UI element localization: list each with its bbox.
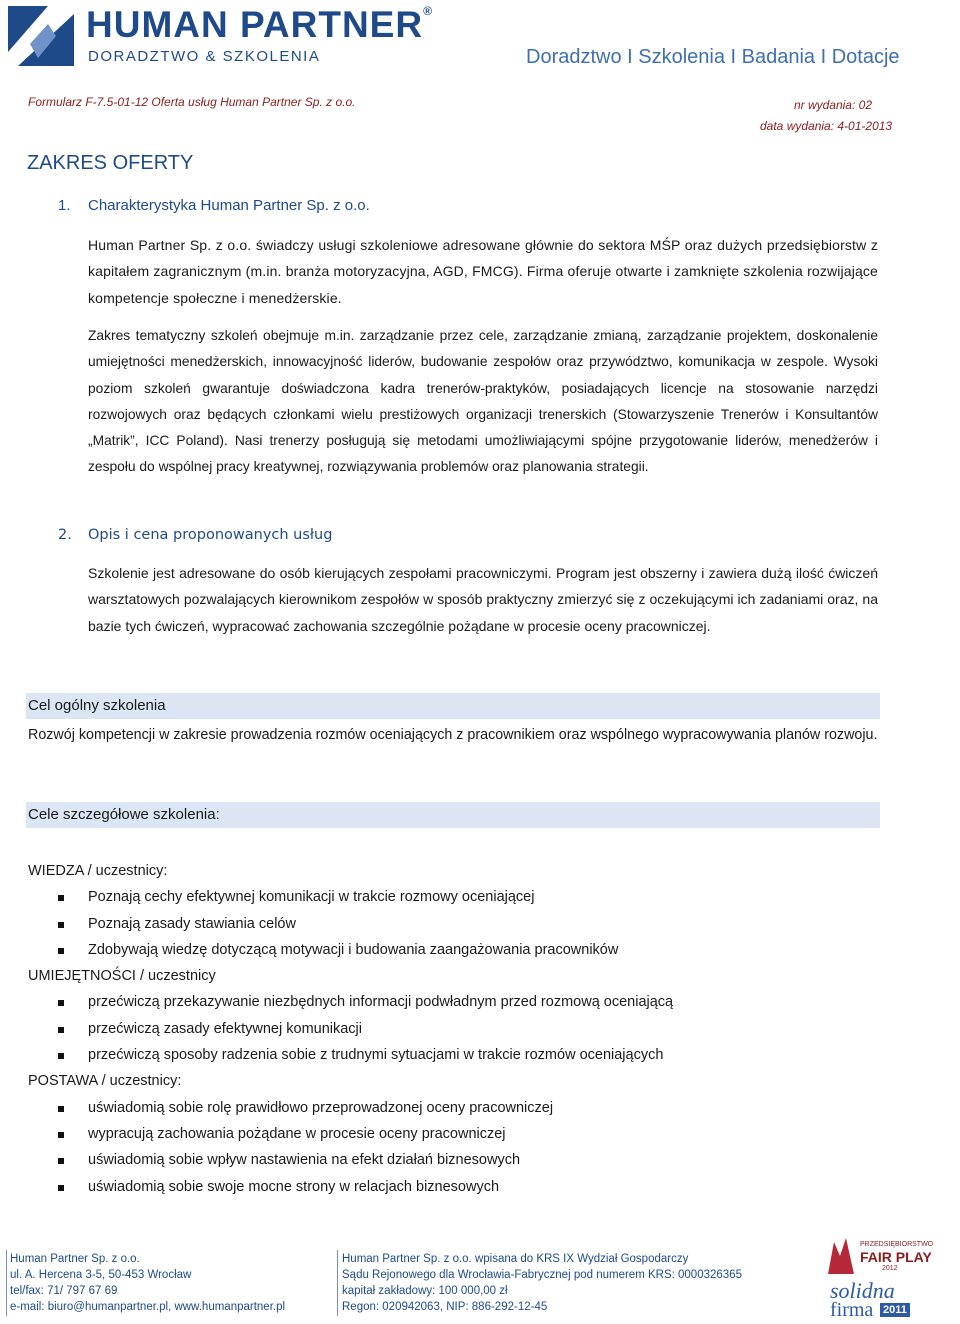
list-item: uświadomią sobie wpływ nastawienia na efekt działań biznesowych <box>28 1147 878 1173</box>
detailed-goals-heading: Cele szczegółowe szkolenia: <box>26 802 880 828</box>
section-heading-1: 1. Charakterystyka Human Partner Sp. z o.o. <box>58 197 370 214</box>
form-reference: Formularz F-7.5-01-12 Oferta usług Human Partner Sp. z o.o. <box>28 95 356 109</box>
page-title: ZAKRES OFERTY <box>27 152 194 174</box>
bullet-icon <box>58 1185 64 1191</box>
footer-registration <box>342 1251 742 1315</box>
list-item: przećwiczą sposoby radzenia sobie z trudnymi sytuacjami w trakcie rozmów oceniających <box>28 1042 878 1068</box>
training-scope: Zakres tematyczny szkoleń obejmuje m.in. zarządzanie przez cele, zarządzanie zmianą, zarządzanie projektem, doskonalenie umiejętności menedżerskich, innowacyjność liderów, budowanie zespołów oraz przywództwo, komunikacja w zespole. Wysoki poziom szkoleń gwarantuje doświadczona kadra trenerów-praktyków, posiadających licencje na stosowanie narzędzi rozwojowych oraz będących członkami wielu prestiżowych organizacji trenerskich (Stowarzyszenie Trenerów i Konsultantów „Matrik”, ICC Poland). Nasi trenerzy posługują się metodami umożliwiającymi spójne przygotowanie liderów, menedżerów i zespołu do wspólnej pracy kreatywnej, rozwiązywania problemów oraz planowania strategii. <box>88 328 878 475</box>
footer-address: ul. A. Hercena 3-5, 50-453 Wrocław <box>10 1269 192 1281</box>
edition-date: data wydania: 4-01-2013 <box>760 119 893 133</box>
general-goal-text: Rozwój kompetencji w zakresie prowadzenia rozmów oceniających z pracownikiem oraz wspólnego wypracowywania planów rozwoju. <box>28 727 878 743</box>
star-icon <box>824 1236 858 1276</box>
footer-capital: kapitał zakładowy: 100 000,00 zł <box>342 1285 508 1297</box>
footer-divider <box>6 1250 7 1316</box>
company-description: Human Partner Sp. z o.o. świadczy usługi szkoleniowe adresowane głównie do sektora MŚP oraz dużych przedsiębiorstw z kapitałem zagranicznym (m.in. branża motoryzacyjna, AGD, FMCG). Firma oferuje otwarte i zamknięte szkolenia rozwijające kompetencje społeczne i menedżerskie. <box>88 237 878 306</box>
logo-subtitle: DORADZTWO & SZKOLENIA <box>88 48 321 65</box>
list-item: przećwiczą zasady efektywnej komunikacji <box>28 1016 878 1042</box>
bullet-icon <box>58 1000 64 1006</box>
bullet-icon <box>58 1158 64 1164</box>
logo-icon <box>8 6 74 66</box>
footer-company: Human Partner Sp. z o.o. <box>10 1253 140 1265</box>
header-tagline: Doradztwo I Szkolenia I Badania I Dotacje <box>526 46 900 68</box>
footer-krs: Human Partner Sp. z o.o. wpisana do KRS IX Wydział Gospodarczy <box>342 1253 689 1265</box>
list-item: wypracują zachowania pożądane w procesie oceny pracowniczej <box>28 1121 878 1147</box>
bullet-icon <box>58 1132 64 1138</box>
list-item: przećwiczą przekazywanie niezbędnych informacji podwładnym przed rozmową oceniającą <box>28 989 878 1015</box>
goals-list <box>28 858 878 1200</box>
group-label-knowledge: WIEDZA / uczestnicy: <box>28 863 168 879</box>
list-item: uświadomią sobie swoje mocne strony w relacjach biznesowych <box>28 1174 878 1200</box>
footer-email[interactable]: e-mail: biuro@humanpartner.pl, www.humanpartner.pl <box>10 1301 286 1313</box>
group-label-skills: UMIEJĘTNOŚCI / uczestnicy <box>28 968 216 985</box>
list-item: Zdobywają wiedzę dotyczącą motywacji i budowania zaangażowania pracowników <box>28 937 878 963</box>
bullet-icon <box>58 1106 64 1112</box>
bullet-icon <box>58 948 64 954</box>
bullet-icon <box>58 922 64 928</box>
general-goal-heading: Cel ogólny szkolenia <box>26 693 880 719</box>
edition-number: nr wydania: 02 <box>793 98 872 112</box>
footer-regon: Regon: 020942063, NIP: 886-292-12-45 <box>342 1301 548 1313</box>
group-label-attitude: POSTAWA / uczestnicy: <box>28 1073 182 1090</box>
bullet-icon <box>58 1053 64 1059</box>
footer-phone: tel/fax: 71/ 797 67 69 <box>10 1285 118 1297</box>
logo-wordmark: HUMAN PARTNER® <box>86 4 433 45</box>
fair-play-award-logo: PRZEDSIĘBIORSTWO FAIR PLAY 2012 <box>824 1236 924 1278</box>
footer-divider <box>337 1250 338 1316</box>
bullet-icon <box>58 895 64 901</box>
list-item: uświadomią sobie rolę prawidłowo przeprowadzonej oceny pracowniczej <box>28 1095 878 1121</box>
footer-court: Sądu Rejonowego dla Wrocławia-Fabrycznej pod numerem KRS: 0000326365 <box>342 1269 742 1281</box>
footer-contact <box>10 1251 285 1315</box>
list-item: Poznają cechy efektywnej komunikacji w trakcie rozmowy oceniającej <box>28 884 878 910</box>
list-item: Poznają zasady stawiania celów <box>28 911 878 937</box>
bullet-icon <box>58 1027 64 1033</box>
section-heading-2: 2. Opis i cena proponowanych usług <box>58 527 333 543</box>
solidna-firma-logo: solidna firma 2011 <box>826 1283 926 1319</box>
edition-info <box>760 95 893 137</box>
service-description: Szkolenie jest adresowane do osób kierujących zespołami pracowniczymi. Program jest obszerny i zawiera dużą ilość ćwiczeń warsztatowych pozwalających kierownikom zespołów w sposób praktyczny zmierzyć się z oczekującymi ich zadaniami oraz, na bazie tych ćwiczeń, wypracować zachowania szczególnie pożądane w procesie oceny pracowniczej. <box>88 565 878 634</box>
